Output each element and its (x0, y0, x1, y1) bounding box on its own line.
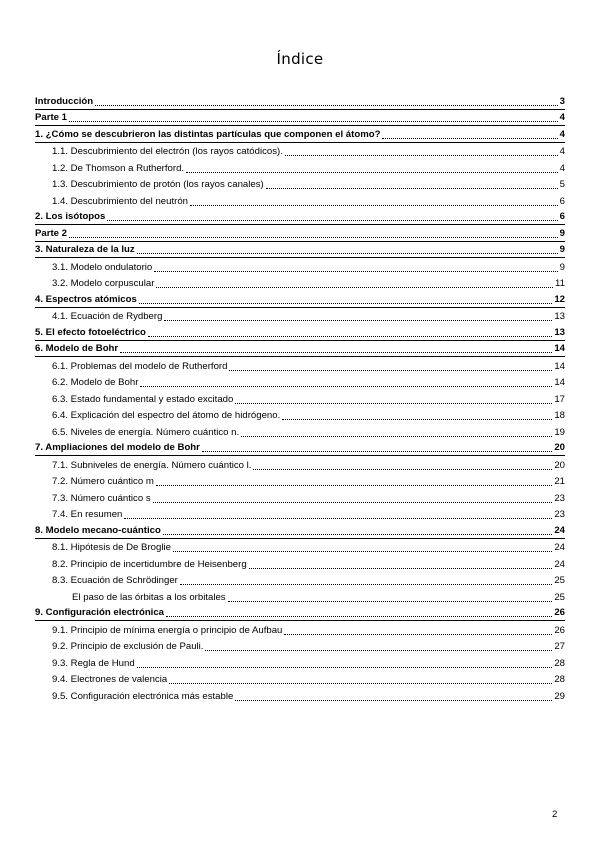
toc-heading-entry[interactable] (35, 126, 565, 143)
toc-subentry[interactable] (35, 687, 565, 704)
dot-leader (253, 469, 552, 470)
dot-leader (164, 320, 552, 321)
toc-entry-label: 3.2. Modelo corpuscular (52, 278, 155, 289)
toc-entry-page: 19 (554, 426, 565, 438)
toc-entry-label: 1.2. De Thomson a Rutherford. (52, 162, 185, 174)
toc-entry-page: 14 (554, 360, 565, 372)
toc-entry-page: 9 (559, 261, 565, 273)
toc-subentry[interactable] (35, 275, 565, 292)
toc-entry-label: 4. Espectros atómicos (35, 293, 137, 305)
dot-leader (228, 601, 553, 602)
dot-leader (169, 683, 552, 684)
toc-subentry[interactable] (35, 671, 565, 688)
toc-subentry[interactable] (35, 176, 565, 193)
toc-entry-page: 9 (559, 244, 565, 255)
toc-subentry[interactable] (35, 374, 565, 391)
toc-entry-label: 9.3. Regla de Hund (52, 657, 135, 669)
toc-entry-page: 4 (559, 146, 565, 157)
toc-entry-label: 8. Modelo mecano-cuántico (35, 524, 161, 536)
toc-entry-page: 27 (554, 641, 565, 652)
dot-leader (156, 287, 553, 288)
toc-entry-label: 1.1. Descubrimiento del electrón (los rayos catódicos). (52, 146, 283, 157)
dot-leader (124, 518, 552, 519)
toc-subentry[interactable] (35, 572, 565, 589)
dot-leader (205, 650, 552, 651)
toc-subentry[interactable] (35, 489, 565, 506)
toc-entry-label: 6. Modelo de Bohr (35, 343, 119, 354)
toc-entry-page: 24 (554, 542, 565, 553)
toc-heading-entry[interactable] (35, 242, 565, 259)
dot-leader (163, 534, 553, 535)
toc-entry-label: El paso de las órbitas a los orbitales (72, 591, 226, 603)
toc-entry-page: 14 (554, 377, 565, 388)
toc-entry-label: Parte 2 (35, 227, 67, 239)
toc-entry-page: 24 (554, 524, 565, 536)
toc-entry-label: 9.2. Principio de exclusión de Pauli. (52, 641, 204, 652)
toc-entry-label: 2. Los isótopos (35, 211, 106, 222)
toc-entry-label: 9.4. Electrones de valencia (52, 674, 168, 685)
toc-entry-label: 5. El efecto fotoeléctrico (35, 326, 146, 338)
toc-entry-label: 8.1. Hipótesis de De Broglie (52, 542, 171, 553)
dot-leader (190, 205, 558, 206)
toc-entry-page: 17 (554, 393, 565, 405)
toc-entry-label: 9. Configuración electrónica (35, 607, 165, 618)
dot-leader (107, 220, 557, 221)
dot-leader (249, 568, 553, 569)
toc-entry-page: 4 (559, 162, 565, 174)
toc-entry-label: 9.5. Configuración electrónica más estable (52, 690, 234, 702)
toc-entry-page: 13 (554, 311, 565, 322)
toc-entry-label: Introducción (35, 95, 94, 107)
toc-entry-label: 6.5. Niveles de energía. Número cuántico n. (52, 426, 240, 438)
toc-entry-page: 23 (554, 509, 565, 520)
dot-leader (69, 121, 558, 122)
dot-leader (153, 502, 553, 503)
toc-heading-entry[interactable] (35, 522, 565, 539)
toc-entry-page: 6 (559, 195, 565, 207)
dot-leader (137, 667, 553, 668)
dot-leader (266, 188, 558, 189)
toc-subentry[interactable] (35, 308, 565, 325)
toc-subentry[interactable] (35, 143, 565, 160)
dot-leader (148, 336, 552, 337)
toc-subentry[interactable] (35, 456, 565, 473)
dot-leader (139, 303, 552, 304)
dot-leader (235, 700, 552, 701)
dot-leader (120, 352, 552, 353)
toc-entry-label: Parte 1 (35, 112, 67, 123)
table-of-contents (35, 93, 565, 704)
toc-heading-entry[interactable] (35, 110, 565, 127)
toc-subentry[interactable] (35, 407, 565, 424)
toc-entry-label: 1.3. Descubrimiento de protón (los rayos canales) (52, 179, 264, 190)
dot-leader (382, 138, 557, 139)
toc-entry-page: 18 (554, 410, 565, 421)
toc-entry-page: 21 (554, 476, 565, 487)
toc-heading-entry[interactable] (35, 605, 565, 622)
toc-entry-page: 3 (559, 95, 565, 107)
toc-entry-label: 8.3. Ecuación de Schrödinger (52, 575, 178, 586)
toc-entry-page: 14 (554, 343, 565, 354)
toc-entry-label: 7.2. Número cuántico m (52, 476, 154, 487)
toc-entry-page: 6 (559, 211, 565, 222)
toc-heading-entry[interactable] (35, 440, 565, 457)
toc-subentry[interactable] (35, 506, 565, 523)
toc-entry-label: 3.1. Modelo ondulatorio (52, 261, 153, 273)
toc-subentry[interactable] (35, 357, 565, 374)
toc-entry-label: 6.3. Estado fundamental y estado excitado (52, 393, 234, 405)
toc-entry-page: 26 (554, 624, 565, 636)
toc-entry-page: 20 (554, 459, 565, 471)
toc-subentry[interactable] (35, 621, 565, 638)
dot-leader (235, 403, 552, 404)
page-number: 2 (552, 809, 558, 820)
dot-leader (154, 271, 557, 272)
toc-entry-page: 29 (554, 690, 565, 702)
toc-entry-page: 11 (555, 278, 565, 289)
dot-leader (180, 584, 552, 585)
toc-entry-page: 25 (554, 575, 565, 586)
toc-entry-page: 24 (554, 558, 565, 570)
toc-entry-page: 25 (554, 591, 565, 603)
dot-leader (166, 616, 552, 617)
toc-entry-page: 28 (554, 657, 565, 669)
toc-heading-entry[interactable] (35, 93, 565, 110)
toc-entry-page: 4 (559, 112, 565, 123)
dot-leader (282, 419, 552, 420)
toc-entry-page: 26 (554, 607, 565, 618)
toc-entry-label: 9.1. Principio de mínima energía o principio de Aufbau (52, 624, 283, 636)
toc-entry-label: 1. ¿Cómo se descubrieron las distintas partículas que componen el átomo? (35, 128, 381, 140)
toc-subentry[interactable] (35, 555, 565, 572)
toc-entry-page: 9 (559, 227, 565, 239)
toc-entry-page: 23 (554, 492, 565, 504)
toc-entry-page: 13 (554, 326, 565, 338)
toc-entry-label: 6.2. Modelo de Bohr (52, 377, 139, 388)
toc-entry-page: 12 (554, 293, 565, 305)
toc-heading-entry[interactable] (35, 209, 565, 226)
dot-leader (285, 155, 558, 156)
dot-leader (140, 386, 552, 387)
toc-entry-page: 20 (554, 442, 565, 453)
dot-leader (137, 253, 558, 254)
toc-entry-label: 4.1. Ecuación de Rydberg (52, 311, 163, 322)
toc-subentry[interactable] (35, 159, 565, 176)
toc-entry-label: 7.3. Número cuántico s (52, 492, 151, 504)
toc-subentry[interactable] (35, 473, 565, 490)
toc-heading-entry[interactable] (35, 291, 565, 308)
toc-entry-label: 7.4. En resumen (52, 509, 123, 520)
dot-leader (202, 451, 552, 452)
dot-leader (241, 436, 552, 437)
toc-heading-entry[interactable] (35, 324, 565, 341)
toc-entry-label: 7. Ampliaciones del modelo de Bohr (35, 442, 200, 453)
toc-entry-label: 6.1. Problemas del modelo de Rutherford (52, 360, 228, 372)
dot-leader (229, 370, 552, 371)
dot-leader (156, 485, 552, 486)
dot-leader (173, 551, 552, 552)
dot-leader (95, 105, 558, 106)
toc-entry-page: 5 (559, 179, 565, 190)
dot-leader (284, 634, 552, 635)
dot-leader (186, 172, 558, 173)
toc-subentry[interactable] (35, 423, 565, 440)
toc-entry-label: 3. Naturaleza de la luz (35, 244, 135, 255)
toc-subentry[interactable] (35, 192, 565, 209)
toc-entry-label: 7.1. Subniveles de energía. Número cuántico l. (52, 459, 252, 471)
toc-entry-label: 8.2. Principio de incertidumbre de Heisenberg (52, 558, 247, 570)
toc-heading-entry[interactable] (35, 341, 565, 358)
toc-subsubentry[interactable] (35, 588, 565, 605)
toc-subentry[interactable] (35, 258, 565, 275)
toc-entry-page: 4 (559, 128, 565, 140)
toc-entry-label: 1.4. Descubrimiento del neutrón (52, 195, 188, 207)
toc-subentry[interactable] (35, 390, 565, 407)
toc-heading-entry[interactable] (35, 225, 565, 242)
page-title: Índice (276, 50, 324, 68)
dot-leader (69, 237, 558, 238)
toc-entry-page: 28 (554, 674, 565, 685)
toc-subentry[interactable] (35, 654, 565, 671)
toc-entry-label: 6.4. Explicación del espectro del átomo de hidrógeno. (52, 410, 281, 421)
toc-subentry[interactable] (35, 638, 565, 655)
toc-subentry[interactable] (35, 539, 565, 556)
